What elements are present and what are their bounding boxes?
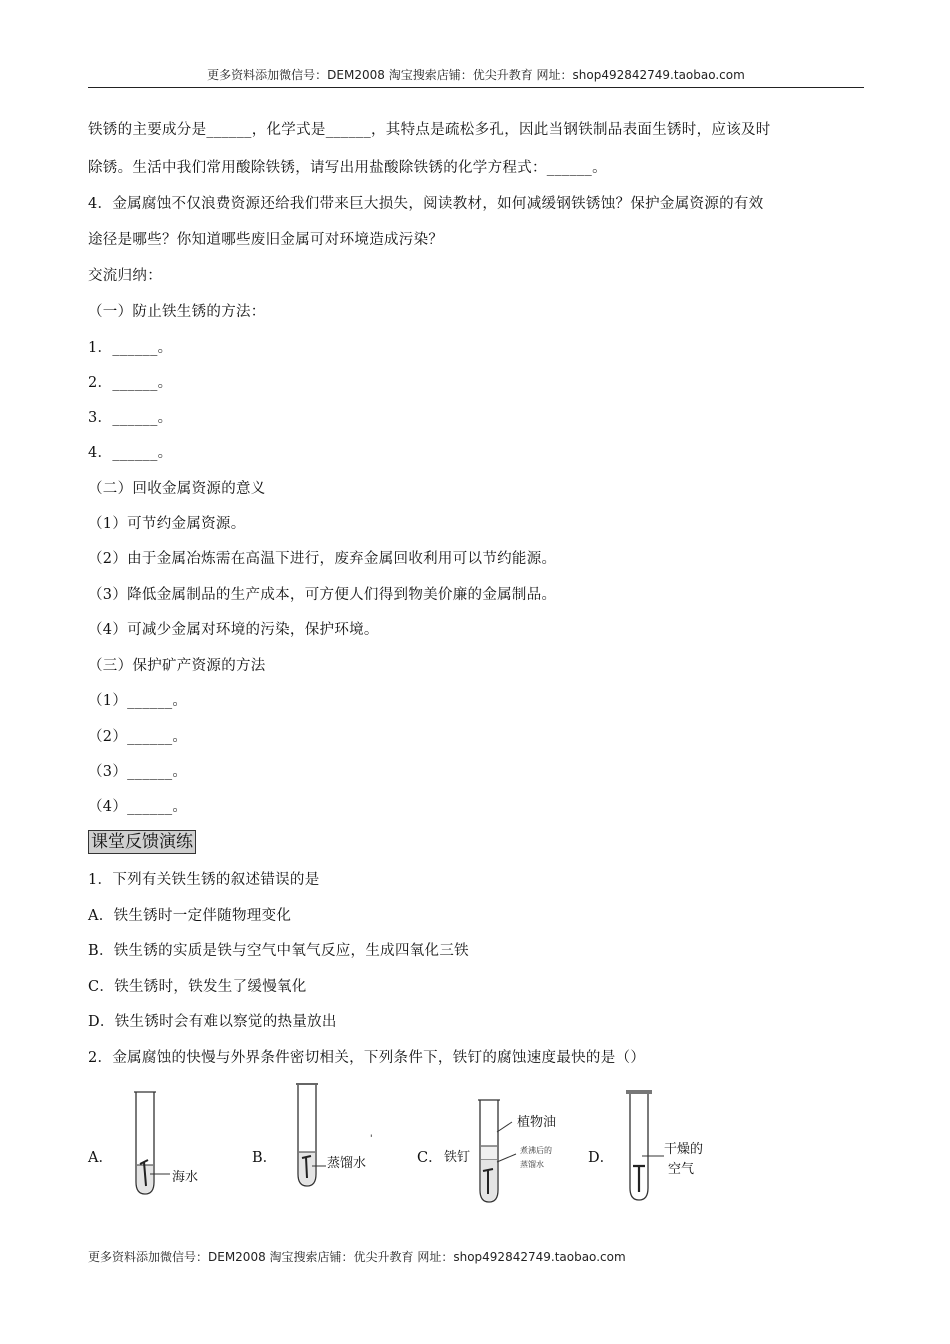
text-line: （1）______。 [88,693,188,709]
tube-b-label: 蒸馏水 [327,1156,367,1171]
question-option: C．铁生锈时，铁发生了缓慢氧化 [88,979,307,995]
text-line: 交流归纳： [88,268,162,284]
question-option: D．铁生锈时会有难以察觉的热量放出 [88,1014,337,1030]
text-line: 途径是哪些？你知道哪些废旧金属可对环境造成污染？ [88,232,444,248]
text-line: （2）由于金属冶炼需在高温下进行，废弃金属回收利用可以节约能源。 [88,551,557,567]
tube-a-label: 海水 [172,1170,199,1185]
text-line: 4．金属腐蚀不仅浪费资源还给我们带来巨大损失，阅读教材，如何减缓钢铁锈蚀？保护金属资源的有效 [88,196,764,212]
text-line: 除锈。生活中我们常用酸除铁锈，请写出用盐酸除铁锈的化学方程式：______。 [88,160,607,176]
text-line: 3．______。 [88,410,173,426]
text-line: （4）可减少金属对环境的污染，保护环境。 [88,622,379,638]
option-b-label: B． [252,1150,278,1166]
text-line: 2．______。 [88,375,173,391]
question-stem: 1．下列有关铁生锈的叙述错误的是 [88,872,320,888]
text-line: （1）可节约金属资源。 [88,516,246,532]
text-line: （一）防止铁生锈的方法： [88,304,266,320]
tube-c-water-label-2: 蒸馏水 [520,1160,544,1169]
text-line: （3）降低金属制品的生产成本，可方便人们得到物美价廉的金属制品。 [88,587,557,603]
text-line: （2）______。 [88,729,188,745]
text-line: （二）回收金属资源的意义 [88,481,266,497]
header-divider [88,87,864,88]
text-line: 铁锈的主要成分是______，化学式是______，其特点是疏松多孔，因此当钢铁制品表面生锈时，应该及时 [88,122,771,138]
option-a-label: A． [88,1150,113,1166]
text-line: 4．______。 [88,445,173,461]
test-tube-a [130,1090,170,1200]
option-d-label: D． [588,1150,615,1166]
question-option: A．铁生锈时一定伴随物理变化 [88,908,292,924]
section-title: 课堂反馈演练 [88,830,196,854]
test-tube-b [292,1082,332,1192]
page-footer: 更多资料添加微信号：DEM2008 淘宝搜索店铺：优尖升教育 网址：shop492842749.taobao.com [88,1250,626,1264]
text-line: （4）______。 [88,799,188,815]
tube-c-oil-label: 植物油 [517,1115,557,1130]
page-header: 更多资料添加微信号：DEM2008 淘宝搜索店铺：优尖升教育 网址：shop492842749.taobao.com [207,68,745,82]
tube-d-label-2: 空气 [668,1162,695,1177]
question-option: B．铁生锈的实质是铁与空气中氧气反应，生成四氧化三铁 [88,943,469,959]
text-line: （三）保护矿产资源的方法 [88,658,266,674]
tube-c-nail-label: 铁钉 [444,1150,471,1165]
tube-b-mark: ' [370,1134,373,1144]
tube-c-water-label-1: 煮沸后的 [520,1146,552,1155]
test-tube-c [474,1098,520,1208]
question-stem: 2．金属腐蚀的快慢与外界条件密切相关，下列条件下，铁钉的腐蚀速度最快的是（） [88,1050,646,1066]
text-line: 1．______。 [88,340,173,356]
option-c-label: C． [417,1150,443,1166]
tube-d-label-1: 干燥的 [664,1142,704,1157]
text-line: （3）______。 [88,764,188,780]
